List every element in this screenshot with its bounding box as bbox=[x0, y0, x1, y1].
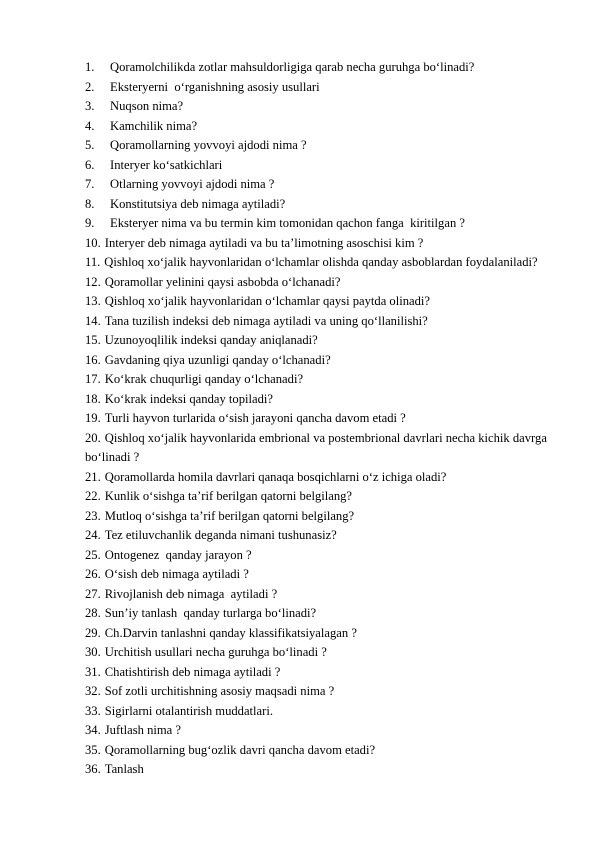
question-item bbox=[85, 136, 549, 156]
question-text: Ontogenez qanday jarayon ? bbox=[104, 547, 252, 562]
question-item bbox=[85, 604, 549, 624]
question-number: 27. bbox=[85, 586, 101, 601]
question-number: 12. bbox=[85, 274, 101, 289]
question-number: 15. bbox=[85, 333, 101, 347]
question-text: Qishloq xo‘jalik hayvonlaridan o‘lchamlar qaysi paytda olinadi? bbox=[104, 294, 430, 308]
question-item bbox=[85, 117, 549, 137]
question-text: Chatishtirish deb nimaga aytiladi ? bbox=[104, 664, 281, 679]
question-item bbox=[85, 253, 549, 273]
question-number: 22. bbox=[85, 489, 101, 503]
question-text: Eksteryerni o‘rganishning asosiy usullari bbox=[110, 79, 320, 94]
question-number: 23. bbox=[85, 508, 101, 523]
question-item bbox=[85, 273, 549, 293]
question-text: Eksteryer nima va bu termin kim tomonidan qachon fanga kiritilgan ? bbox=[110, 216, 465, 230]
question-item bbox=[85, 390, 549, 410]
question-number: 18. bbox=[85, 391, 101, 406]
question-text: Qoramollarning bug‘ozlik davri qancha davom etadi? bbox=[104, 742, 376, 757]
question-item bbox=[85, 175, 549, 195]
question-text: Qoramollarda homila davrlari qanaqa bosqichlarni o‘z ichiga oladi? bbox=[104, 469, 447, 484]
question-item bbox=[85, 624, 549, 644]
question-text: Sof zotli urchitishning asosiy maqsadi nima ? bbox=[104, 684, 335, 698]
question-text: Urchitish usullari necha guruhga bo‘linadi ? bbox=[104, 645, 327, 659]
question-number: 28. bbox=[85, 606, 101, 620]
question-number: 3. bbox=[85, 99, 95, 113]
question-text: Kunlik o‘sishga ta’rif berilgan qatorni belgilang? bbox=[104, 489, 353, 503]
question-number: 2. bbox=[85, 79, 95, 94]
question-number: 34. bbox=[85, 723, 101, 737]
question-number: 13. bbox=[85, 294, 101, 308]
question-text: Qishloq xo‘jalik hayvonlaridan o‘lchamlar olishda qanday asboblardan foydalaniladi? bbox=[104, 255, 538, 269]
question-text: Qoramollar yelinini qaysi asbobda o‘lchanadi? bbox=[104, 274, 341, 289]
question-text: Qoramolchilikda zotlar mahsuldorligiga qarab necha guruhga bo‘linadi? bbox=[110, 60, 475, 74]
question-number: 19. bbox=[85, 411, 101, 425]
question-item bbox=[85, 643, 549, 663]
question-item bbox=[85, 760, 549, 780]
question-item bbox=[85, 585, 549, 605]
question-number: 30. bbox=[85, 645, 101, 659]
question-number: 6. bbox=[85, 157, 95, 172]
question-text: Nuqson nima? bbox=[110, 99, 184, 113]
question-number: 25. bbox=[85, 547, 101, 562]
question-text: Mutloq o‘sishga ta’rif berilgan qatorni belgilang? bbox=[104, 508, 355, 523]
question-item bbox=[85, 682, 549, 702]
question-text: Rivojlanish deb nimaga aytiladi ? bbox=[104, 586, 278, 601]
question-item bbox=[85, 195, 549, 215]
question-text: Sigirlarni otalantirish muddatlari. bbox=[104, 703, 273, 718]
question-text: Sun’iy tanlash qanday turlarga bo‘linadi? bbox=[104, 606, 317, 620]
question-number: 1. bbox=[85, 60, 95, 74]
question-item bbox=[85, 741, 549, 761]
question-item bbox=[85, 663, 549, 683]
question-number: 9. bbox=[85, 216, 95, 230]
question-text: Tez etiluvchanlik deganda nimani tushunasiz? bbox=[104, 528, 337, 542]
question-number: 16. bbox=[85, 352, 101, 367]
question-number: 14. bbox=[85, 313, 101, 328]
question-list bbox=[85, 58, 549, 780]
question-text: Qoramollarning yovvoyi ajdodi nima ? bbox=[110, 138, 307, 152]
question-number: 21. bbox=[85, 469, 101, 484]
question-item bbox=[85, 312, 549, 332]
question-text: Tana tuzilish indeksi deb nimaga aytiladi va uning qo‘llanilishi? bbox=[104, 313, 428, 328]
question-text: Uzunoyoqlilik indeksi qanday aniqlanadi? bbox=[104, 333, 318, 347]
question-item bbox=[85, 97, 549, 117]
question-item bbox=[85, 156, 549, 176]
question-number: 8. bbox=[85, 196, 95, 211]
question-number: 17. bbox=[85, 372, 101, 386]
question-number: 36. bbox=[85, 762, 101, 776]
question-number: 31. bbox=[85, 664, 101, 679]
question-item bbox=[85, 351, 549, 371]
question-item bbox=[85, 526, 549, 546]
question-item bbox=[85, 78, 549, 98]
question-text: Tanlash bbox=[104, 762, 144, 776]
question-number: 10. bbox=[85, 235, 101, 250]
question-item bbox=[85, 234, 549, 254]
question-number: 26. bbox=[85, 567, 101, 581]
question-text: Kamchilik nima? bbox=[110, 118, 198, 133]
question-number: 32. bbox=[85, 684, 101, 698]
question-text: Gavdaning qiya uzunligi qanday o‘lchanadi? bbox=[104, 352, 331, 367]
question-number: 20. bbox=[85, 430, 101, 445]
question-text: Ko‘krak chuqurligi qanday o‘lchanadi? bbox=[104, 372, 304, 386]
question-text: Interyer deb nimaga aytiladi va bu ta’limotning asoschisi kim ? bbox=[104, 235, 424, 250]
question-number: 24. bbox=[85, 528, 101, 542]
question-item bbox=[85, 292, 549, 312]
question-item bbox=[85, 214, 549, 234]
question-number: 5. bbox=[85, 138, 95, 152]
question-item bbox=[85, 58, 549, 78]
question-text: O‘sish deb nimaga aytiladi ? bbox=[104, 567, 249, 581]
question-number: 35. bbox=[85, 742, 101, 757]
question-item bbox=[85, 370, 549, 390]
question-item bbox=[85, 409, 549, 429]
question-text: Juftlash nima ? bbox=[104, 723, 181, 737]
question-number: 11. bbox=[85, 255, 101, 269]
question-text: Interyer ko‘satkichlari bbox=[110, 157, 223, 172]
question-number: 4. bbox=[85, 118, 95, 133]
question-number: 33. bbox=[85, 703, 101, 718]
question-item bbox=[85, 702, 549, 722]
question-text: Turli hayvon turlarida o‘sish jarayoni qancha davom etadi ? bbox=[104, 411, 406, 425]
question-text: Ch.Darvin tanlashni qanday klassifikatsiyalagan ? bbox=[104, 625, 357, 640]
question-item bbox=[85, 546, 549, 566]
question-item bbox=[85, 721, 549, 741]
question-text: Konstitutsiya deb nimaga aytiladi? bbox=[110, 196, 286, 211]
question-number: 7. bbox=[85, 177, 95, 191]
question-item bbox=[85, 331, 549, 351]
question-number: 29. bbox=[85, 625, 101, 640]
question-item bbox=[85, 507, 549, 527]
question-text: Otlarning yovvoyi ajdodi nima ? bbox=[110, 177, 275, 191]
question-text: Qishloq xo‘jalik hayvonlarida embrional va postembrional davrlari necha kichik davrga bo‘linadi ? bbox=[85, 430, 547, 464]
question-text: Ko‘krak indeksi qanday topiladi? bbox=[104, 391, 273, 406]
question-item bbox=[85, 487, 549, 507]
question-item bbox=[85, 565, 549, 585]
question-item bbox=[85, 468, 549, 488]
question-item bbox=[85, 429, 549, 468]
